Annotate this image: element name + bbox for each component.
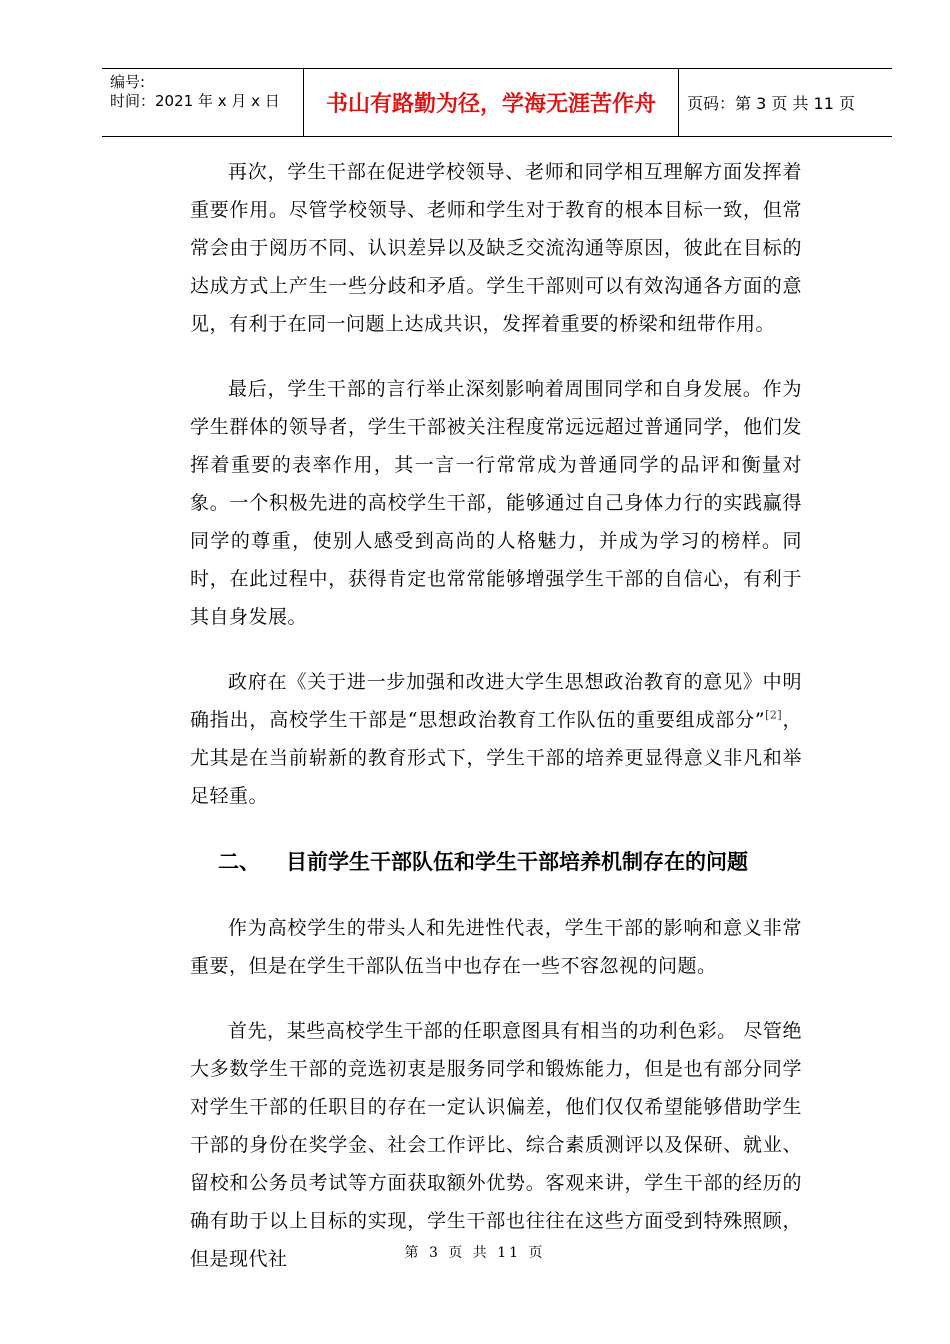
paragraph: 首先，某些高校学生干部的任职意图具有相当的功利色彩。 尽管绝大多数学生干部的竞选初衷是服务同学和锻炼能力，但是也有部分同学对学生干部的任职目的存在一定认识偏差，他们仅仅希望能够借助学生干部的身份在奖学金、社会工作评比、综合素质测评以及保研、就业、留校和公务员考试等方面获取额外优势。客观来讲，学生干部的经历的确有助于以上目标的实现，学生干部也往往在这些方面受到特殊照顾，但是现代社 <box>190 1020 802 1270</box>
code-label: 编号: <box>110 73 146 91</box>
section-number: 二、 <box>218 850 260 874</box>
paragraph: 最后，学生干部的言行举止深刻影响着周围同学和自身发展。作为学生群体的领导者，学生干部被关注程度常远远超过普通同学，他们发挥着重要的表率作用，其一言一行常常成为普通同学的品评和衡量对象。一个积极先进的高校学生干部，能够通过自己身体力行的实践赢得同学的尊重，使别人感受到高尚的人格魅力，并成为学习的榜样。同时，在此过程中，获得肯定也常常能够增强学生干部的自信心，有利于其自身发展。 <box>190 378 802 628</box>
page-footer: 第 3 页 共 11 页 <box>404 1245 546 1261</box>
section-heading <box>218 843 802 881</box>
date-label: 时间：2021 年 x 月 x 日 <box>110 92 280 110</box>
header-meta <box>102 69 304 136</box>
paragraph-text: 政府在《关于进一步加强和改进大学生思想政治教育的意见》中明确指出，高校学生干部是“思想政治教育工作队伍的重要组成部分” <box>190 671 802 731</box>
section-title: 目前学生干部队伍和学生干部培养机制存在的问题 <box>286 850 748 874</box>
paragraph: 作为高校学生的带头人和先进性代表，学生干部的影响和意义非常重要，但是在学生干部队伍当中也存在一些不容忽视的问题。 <box>190 917 802 977</box>
paragraph-with-citation <box>190 663 802 815</box>
document-body <box>190 153 802 1305</box>
paragraph: 再次，学生干部在促进学校领导、老师和同学相互理解方面发挥着重要作用。尽管学校领导、老师和学生对于教育的根本目标一致，但常常会由于阅历不同、认识差异以及缺乏交流沟通等原因，彼此在目标的达成方式上产生一些分歧和矛盾。学生干部则可以有效沟通各方面的意见，有利于在同一问题上达成共识，发挥着重要的桥梁和纽带作用。 <box>190 161 802 335</box>
paragraph-text: ，尤其是在当前崭新的教育形式下，学生干部的培养更显得意义非凡和举足轻重。 <box>190 709 802 807</box>
citation-ref: [2] <box>765 708 783 722</box>
page-header <box>102 68 892 137</box>
header-motto: 书山有路勤为径，学海无涯苦作舟 <box>304 69 679 136</box>
header-page-info: 页码：第 3 页 共 11 页 <box>687 94 855 113</box>
